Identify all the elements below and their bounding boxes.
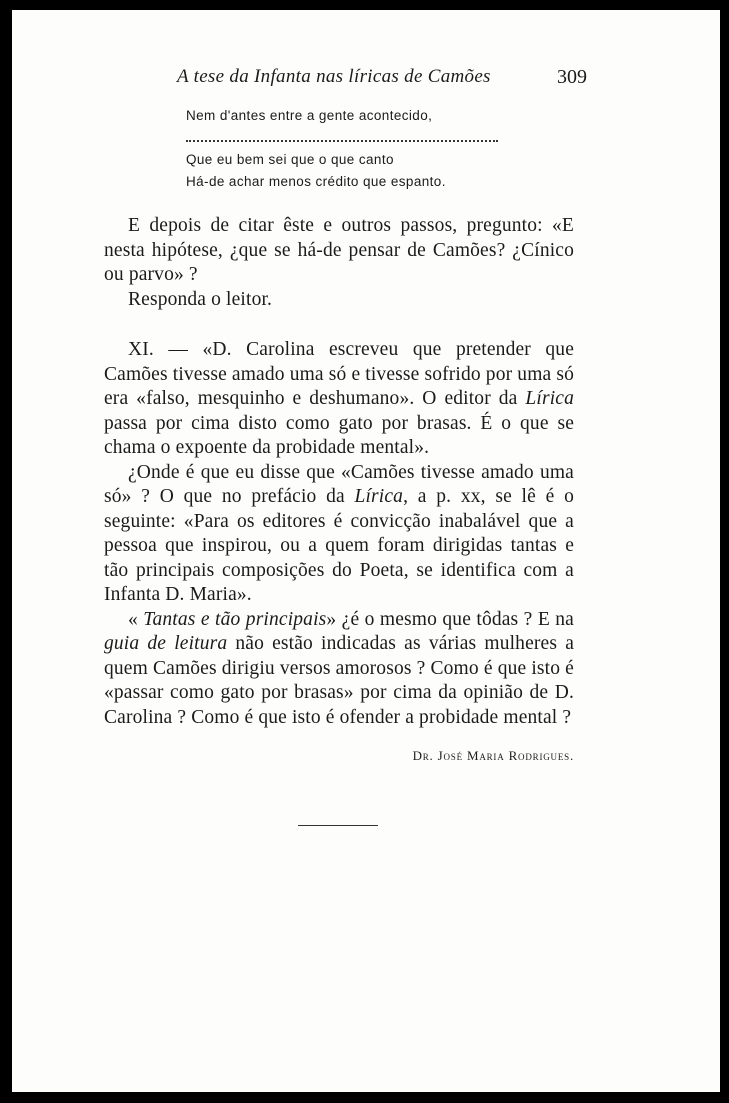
verse-line-3: Há-de achar menos crédito que espanto. — [186, 174, 446, 189]
paragraph-3-text-a: XI. — «D. Carolina escreveu que pretender que Camões tivesse amado uma só e tivesse sofrido por uma só era «falso, mesquinho e deshumano». O editor da — [104, 339, 574, 409]
paragraph-onde — [104, 461, 574, 608]
body-text-section-xi — [104, 338, 574, 730]
paragraph-reply — [104, 288, 574, 313]
paragraph-5-emphasis-b: guia de leitura — [104, 633, 228, 654]
paragraph-5-text-a: « — [128, 608, 144, 630]
body-text-top — [104, 214, 574, 312]
author-signature: Dr. José Maria Rodrigues. — [412, 748, 574, 763]
running-title: A tese da Infanta nas líricas de Camões — [177, 66, 491, 87]
verse-line-2: Que eu bem sei que o que canto — [186, 152, 394, 167]
paragraph-tantas — [104, 608, 574, 731]
paragraph-5-text-c: não estão indicadas as várias mulheres a quem Camões dirigiu versos amorosos ? Como é que isto é «passar como gato por brasas» por cima da opinião de D. Carolina ? Como é que isto é ofender a probidade mental ? — [104, 633, 574, 728]
paragraph-4-emphasis: Lírica — [354, 486, 404, 507]
closing-rule — [298, 825, 378, 826]
paragraph-5-emphasis-a: Tantas e tão principais — [143, 608, 327, 630]
paragraph-citation — [104, 214, 574, 288]
paragraph-4-text-b: , a p. xx, se lê é o seguinte: «Para os editores é convicção inabalável que a pessoa que inspirou, ou a quem foram dirigidas tantas e tão principais composições do Poeta, se identifica com a Infanta D. Maria». — [104, 486, 574, 605]
paragraph-4-text-a: ¿Onde é que eu disse que «Camões tivesse amado uma só» ? O que no prefácio da — [104, 461, 574, 507]
paragraph-3-emphasis: Lírica — [525, 388, 574, 409]
paragraph-5-text-b: » ¿é o mesmo que tôdas ? E na — [326, 608, 574, 630]
paragraph-1-text: E depois de citar êste e outros passos, pregunto: «E nesta hipótese, ¿que se há-de pensar de Camões? ¿Cínico ou parvo» ? — [104, 215, 574, 285]
page-header — [177, 66, 587, 92]
book-page — [12, 10, 720, 1092]
verse-line-1: Nem d'antes entre a gente acontecido, — [186, 108, 433, 123]
page-number: 309 — [557, 66, 587, 88]
paragraph-3-text-b: passa por cima disto como gato por brasas. É o que se chama o expoente da probidade mental». — [104, 412, 574, 458]
page-frame — [12, 10, 720, 1092]
paragraph-section-xi — [104, 338, 574, 461]
paragraph-2-text: Responda o leitor. — [128, 288, 273, 310]
verse-ellipsis-dots — [186, 132, 498, 142]
